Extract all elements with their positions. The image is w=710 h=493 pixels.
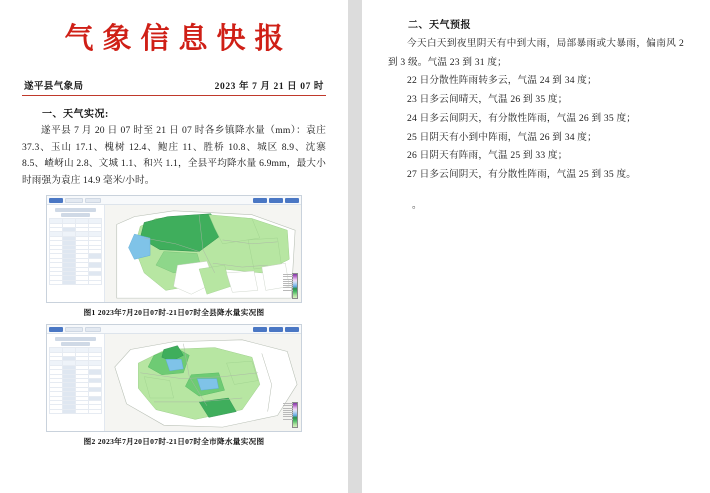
toolbar-button-data-export[interactable]	[269, 198, 283, 203]
station-data-table[interactable]	[49, 218, 102, 285]
map-legend-ticks	[283, 274, 293, 300]
page-title: 气象信息快报	[64, 21, 293, 55]
map-legend-ticks	[283, 403, 293, 429]
page-separator	[348, 0, 362, 493]
forecast-line: 26 日阴天有阵雨，气温 25 到 33 度；	[407, 150, 568, 162]
table-row[interactable]	[50, 280, 102, 284]
county-map-graphic	[105, 205, 301, 302]
toolbar-button-data-export[interactable]	[269, 327, 283, 332]
side-panel-subtitle	[61, 342, 90, 346]
document-page-1	[0, 0, 348, 493]
side-panel-title	[55, 208, 96, 212]
section-weather-actual	[0, 105, 348, 189]
toolbar-button-area-stats[interactable]	[65, 327, 83, 332]
issuer-label: 遂平县气象局	[24, 82, 84, 93]
trailing-mark: 。	[412, 199, 422, 211]
toolbar-button-area-stats[interactable]	[65, 198, 83, 203]
section-two-heading: 二、天气预报	[408, 20, 471, 31]
figure-2	[0, 324, 348, 447]
toolbar-button-fullscreen[interactable]	[285, 327, 299, 332]
forecast-line: 22 日分散性阵雨转多云，气温 24 到 34 度；	[407, 75, 597, 87]
table-row[interactable]	[50, 409, 102, 413]
map-side-panel[interactable]	[47, 334, 105, 431]
toolbar-button-layer-settings[interactable]	[253, 327, 267, 332]
toolbar-button-station-query[interactable]	[49, 327, 63, 332]
forecast-today: 今天白天到夜里阴天有中到大雨，局部暴雨或大暴雨，偏南风 2 到 3 级。气温 23 到 31 度；	[388, 38, 684, 68]
toolbar-right-group[interactable]	[253, 327, 299, 332]
figure-2-screenshot[interactable]	[46, 324, 302, 432]
issue-date-label: 2023 年 7 月 21 日 07 时	[214, 82, 324, 93]
map-side-panel[interactable]	[47, 205, 105, 302]
masthead	[0, 0, 348, 96]
station-data-table[interactable]	[49, 347, 102, 414]
map-app-toolbar[interactable]	[47, 325, 301, 334]
header-divider	[22, 95, 326, 96]
toolbar-button-fullscreen[interactable]	[285, 198, 299, 203]
figure-1	[0, 195, 348, 318]
toolbar-button-history-query[interactable]	[85, 198, 101, 203]
side-panel-title	[55, 337, 96, 341]
forecast-line: 25 日阴天有小到中阵雨，气温 26 到 34 度；	[407, 131, 597, 143]
figure-2-caption: 图2 2023年7月20日07时-21日07时全市降水量实况图	[83, 437, 265, 447]
figure-1-screenshot[interactable]	[46, 195, 302, 303]
toolbar-button-station-query[interactable]	[49, 198, 63, 203]
section-one-paragraph: 遂平县 7 月 20 日 07 时至 21 日 07 时各乡镇降水量（mm）：袁庄 37.3、玉山 17.1、槐树 12.4、鲍庄 11、胜桥 10.8、城区 8.9、沈寨 8.5、嵖岈山 2.8、文城 1.1、和兴 1.1，全县平均降水量 6.9mm，最大小时雨强为袁庄 14.9 毫米/小时。	[22, 125, 326, 186]
county-precipitation-map[interactable]	[105, 205, 301, 302]
city-precipitation-map[interactable]	[105, 334, 301, 431]
section-one-heading: 一、天气实况:	[42, 109, 109, 121]
toolbar-button-history-query[interactable]	[85, 327, 101, 332]
section-weather-forecast	[362, 0, 710, 211]
byline-row	[22, 78, 326, 92]
toolbar-right-group[interactable]	[253, 198, 299, 203]
forecast-line: 24 日多云间阴天，有分散性阵雨，气温 26 到 35 度；	[407, 112, 637, 124]
side-panel-subtitle	[61, 213, 90, 217]
map-app-toolbar[interactable]	[47, 196, 301, 205]
forecast-line: 27 日多云间阴天，有分散性阵雨，气温 25 到 35 度。	[407, 168, 637, 180]
forecast-line: 23 日多云间晴天，气温 26 到 35 度；	[407, 94, 568, 106]
document-page-2	[362, 0, 710, 493]
toolbar-button-layer-settings[interactable]	[253, 198, 267, 203]
figure-1-caption: 图1 2023年7月20日07时-21日07时全县降水量实况图	[83, 308, 265, 318]
city-map-graphic	[105, 334, 301, 431]
